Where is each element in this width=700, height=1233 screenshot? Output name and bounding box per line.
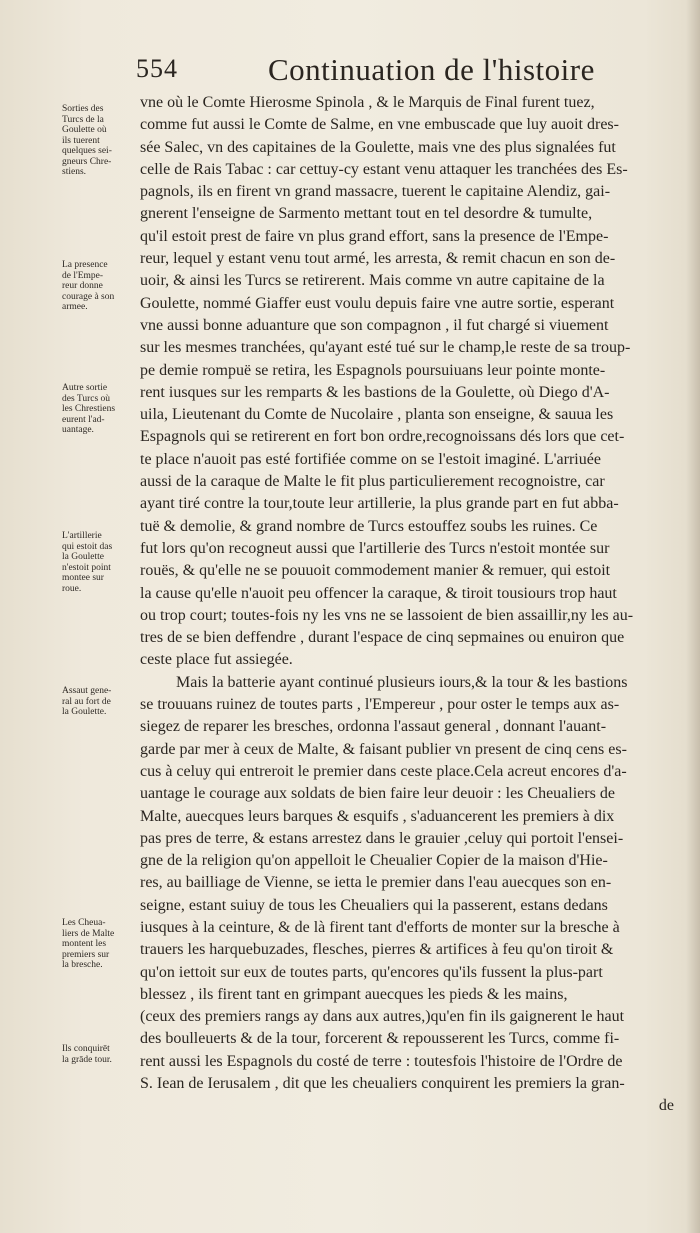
text-line: comme fut aussi le Comte de Salme, en vne embuscade que luy auoit dres- — [140, 116, 619, 134]
text-line: pe demie rompuë se retira, les Espagnols poursuiuans leur pointe monte- — [140, 361, 606, 379]
text-line: la cause qu'elle n'auoit peu offencer la caraque, & tiroit tousiours trop haut — [140, 584, 617, 602]
page-header — [128, 52, 680, 92]
text-line: ayant tiré contre la tour,toute leur artillerie, la plus grande part en fut abba- — [140, 495, 619, 513]
text-line: garde par mer à ceux de Malte, & faisant publier vn present de cinq cens es- — [140, 740, 627, 758]
page-edge-shadow — [686, 0, 700, 1233]
catchword: de — [658, 1097, 674, 1115]
text-line: des boulleuerts & de la tour, forcerent & repousserent les Turcs, comme fi- — [140, 1030, 620, 1048]
margin-note: Sorties des Turcs de la Goulette où ils tuerent quelques sei- gneurs Chre- stiens. — [62, 104, 112, 177]
margin-note: L'artillerie qui estoit das la Goulette n'estoit point montee sur roue. — [62, 531, 113, 594]
text-line: Espagnols qui se retirerent en fort bon ordre,recognoissans dés lors que cet- — [140, 428, 625, 446]
text-line: blessez , ils firent tant en grimpant auecques les pieds & les mains, — [140, 985, 568, 1003]
text-line: celle de Rais Tabac : car cettuy-cy estant venu attaquer les tranchées des Es- — [140, 160, 628, 178]
text-line: te place n'auoit pas esté fortifiée comme on se l'estoit imaginé. L'arriuée — [140, 450, 601, 468]
text-line: qu'on iettoit sur eux de toutes parts, qu'encores qu'ils fussent la plus-part — [140, 963, 603, 981]
text-line: gnerent l'enseigne de Sarmento mettant tout en tel desordre & tumulte, — [140, 205, 593, 223]
text-line: pas pres de terre, & estans arrestez dans le grauier ,celuy qui portoit l'ensei- — [140, 829, 624, 847]
text-line: ceste place fut assiegée. — [140, 651, 293, 669]
text-line: siegez de reparer les bresches, ordonna l'assaut general , donnant l'auant- — [140, 718, 607, 736]
text-line: vne aussi bonne aduanture que son compagnon , il fut chargé si viuement — [140, 316, 609, 334]
text-line: Goulette, nommé Giaffer eust voulu depuis faire vne autre sortie, esperant — [140, 294, 615, 312]
text-line: rent aussi les Espagnols du costé de terre : toutesfois l'histoire de l'Ordre de — [140, 1052, 623, 1070]
running-title: Continuation de l'histoire — [268, 52, 595, 87]
text-line: Mais la batterie ayant continué plusieurs iours,& la tour & les bastions — [176, 673, 628, 691]
margin-note: Les Cheua- liers de Malte montent les premiers sur la bresche. — [62, 918, 115, 970]
body-text — [140, 92, 680, 1118]
text-line: se trouuans ruinez de toutes parts , l'Empereur , pour oster le temps aux as- — [140, 696, 620, 714]
text-line: uantage le courage aux soldats de bien faire leur deuoir : les Cheualiers de — [140, 785, 615, 803]
margin-note: Autre sortie des Turcs où les Chrestiens eurent l'ad- uantage. — [62, 383, 116, 435]
text-line: cus à celuy qui entreroit le premier dans ceste place.Cela acreut encores d'a- — [140, 762, 627, 780]
text-line: fut lors qu'on recogneut aussi que l'artillerie des Turcs n'estoit montée sur — [140, 539, 610, 557]
page-number: 554 — [136, 54, 178, 83]
text-line: aussi de la caraque de Malte le fit plus particulierement recognoistre, car — [140, 473, 605, 491]
text-line: uoir, & ainsi les Turcs se retirerent. Mais comme vn autre capitaine de la — [140, 272, 605, 290]
text-line: tres de se bien deffendre , durant l'espace de cinq sepmaines ou enuiron que — [140, 629, 625, 647]
text-line: iusques à la ceinture, & de là firent tant d'efforts de monter sur la bresche à — [140, 918, 620, 936]
text-line: S. Iean de Ierusalem , dit que les cheualiers conquirent les premiers la gran- — [140, 1075, 625, 1093]
text-line: res, au bailliage de Vienne, se ietta le premier dans l'eau auecques son en- — [140, 874, 612, 892]
text-line: qu'il estoit prest de faire vn plus grand effort, sans la presence de l'Empe- — [140, 227, 609, 245]
text-line: reur, lequel y estant venu tout armé, les arresta, & remit chacun en son de- — [140, 250, 616, 268]
margin-note: Ils conquirēt la grāde tour. — [62, 1044, 112, 1065]
text-line: trauers les harquebuzades, flesches, pierres & artifices à feu qu'on tiroit & — [140, 941, 614, 959]
text-line: rent iusques sur les remparts & les bastions de la Goulette, où Diego d'A- — [140, 383, 610, 401]
text-line: vne où le Comte Hierosme Spinola , & le Marquis de Final furent tuez, — [140, 94, 595, 111]
text-line: sée Salec, vn des capitaines de la Goulette, mais vne des plus signalées fut — [140, 138, 616, 156]
text-line: sur les mesmes tranchées, qu'ayant esté tué sur le champ,le reste de sa troup- — [140, 339, 631, 357]
text-line: ou trop court; toutes-fois ny les vns ne se lassoient de bien assaillir,ny les au- — [140, 606, 634, 624]
margin-note: La presence de l'Empe- reur donne courage à son armee. — [62, 260, 115, 312]
text-line: rouës, & qu'elle ne se pouuoit commodement manier & remuer, qui estoit — [140, 562, 611, 580]
margin-note: Assaut gene- ral au fort de la Goulette. — [62, 686, 112, 717]
text-line: pagnols, ils en firent vn grand massacre, tuerent le capitaine Alendiz, gai- — [140, 183, 611, 201]
text-line: uila, Lieutenant du Comte de Nucolaire , planta son enseigne, & sauua les — [140, 406, 614, 424]
text-line: Malte, auecques leurs barques & esquifs , s'aduancerent les premiers à dix — [140, 807, 615, 825]
text-line: tuë & demolie, & grand nombre de Turcs estouffez soubs les ruines. Ce — [140, 517, 598, 535]
text-line: (ceux des premiers rangs ay dans aux autres,)qu'en fin ils gaignerent le haut — [140, 1008, 625, 1026]
text-line: seigne, estant suiuy de tous les Cheualiers qui la passerent, estans dedans — [140, 896, 608, 914]
text-line: gne de la religion qu'on appelloit le Cheualier Copier de la maison d'Hie- — [140, 852, 608, 870]
